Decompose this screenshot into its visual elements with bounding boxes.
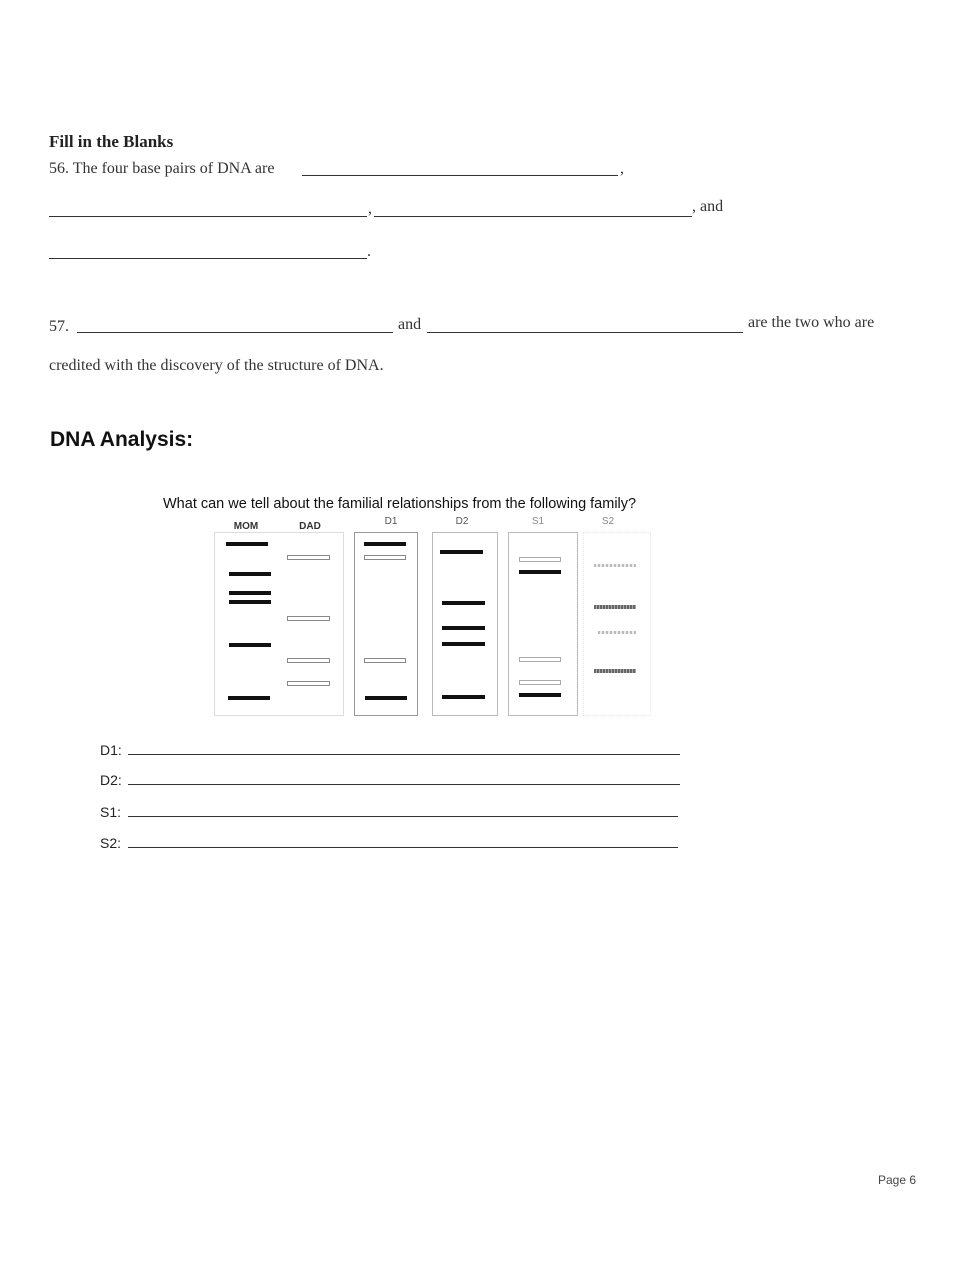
answer-label-s1: S1:: [100, 804, 122, 820]
q57-and: and: [398, 316, 422, 333]
band-dad-4: [287, 681, 330, 686]
q56-comma-2: ,: [368, 200, 372, 217]
answer-label-d2: D2:: [100, 772, 122, 788]
band-mom-4: [229, 600, 271, 604]
answer-line-d1[interactable]: [128, 754, 680, 755]
lane-label-d2: D2: [455, 516, 469, 527]
band-s1-5: [519, 693, 561, 697]
answer-line-s2[interactable]: [128, 847, 678, 848]
section-heading-dna-analysis: DNA Analysis:: [50, 428, 194, 451]
band-d1-4: [365, 696, 407, 700]
question-56-prompt: 56. The four base pairs of DNA are: [49, 160, 275, 177]
q56-blank-3[interactable]: [374, 216, 692, 217]
q56-period: .: [367, 243, 371, 260]
section-heading-fill-blanks: Fill in the Blanks: [49, 132, 174, 151]
page-number: Page 6: [878, 1173, 917, 1187]
band-mom-1: [226, 542, 268, 546]
band-mom-6: [228, 696, 270, 700]
q57-blank-1[interactable]: [77, 332, 393, 333]
question-57-number: 57.: [49, 318, 69, 335]
band-dad-2: [287, 616, 330, 621]
band-s1-4: [519, 680, 561, 685]
band-d2-4: [442, 642, 485, 646]
band-dad-1: [287, 555, 330, 560]
band-d2-1: [440, 550, 483, 554]
q57-blank-2[interactable]: [427, 332, 743, 333]
lane-label-dad: DAD: [299, 521, 321, 532]
q56-blank-4[interactable]: [49, 258, 367, 259]
band-s2-3: [598, 631, 636, 634]
gel-question: What can we tell about the familial relationships from the following family?: [163, 496, 637, 512]
band-mom-5: [229, 643, 271, 647]
answer-label-d1: D1:: [100, 742, 122, 758]
band-s1-2: [519, 570, 561, 574]
band-d2-3: [442, 626, 485, 630]
lane-label-s1: S1: [531, 516, 545, 527]
q56-blank-2[interactable]: [49, 216, 367, 217]
band-dad-3: [287, 658, 330, 663]
band-s2-2: [594, 605, 636, 609]
band-mom-3: [229, 591, 271, 595]
answer-label-s2: S2:: [100, 835, 122, 851]
band-s2-1: [594, 564, 636, 567]
lane-label-d1: D1: [384, 516, 398, 527]
lane-label-mom: MOM: [233, 521, 259, 532]
band-d2-2: [442, 601, 485, 605]
lane-s2: [583, 532, 651, 716]
q56-blank-1[interactable]: [302, 175, 618, 176]
q57-line2: credited with the discovery of the structure of DNA.: [49, 357, 384, 374]
answer-line-d2[interactable]: [128, 784, 680, 785]
lane-d2: [432, 532, 498, 716]
answer-line-s1[interactable]: [128, 816, 678, 817]
lane-label-s2: S2: [601, 516, 615, 527]
band-d1-1: [364, 542, 406, 546]
band-s1-1: [519, 557, 561, 562]
band-d1-2: [364, 555, 406, 560]
band-d2-5: [442, 695, 485, 699]
q56-and: , and: [692, 198, 724, 215]
band-d1-3: [364, 658, 406, 663]
q56-comma-1: ,: [620, 160, 624, 177]
band-s2-4: [594, 669, 636, 673]
gel-electrophoresis-figure: [200, 512, 660, 722]
q57-suffix: are the two who are: [748, 314, 875, 331]
band-s1-3: [519, 657, 561, 662]
band-mom-2: [229, 572, 271, 576]
